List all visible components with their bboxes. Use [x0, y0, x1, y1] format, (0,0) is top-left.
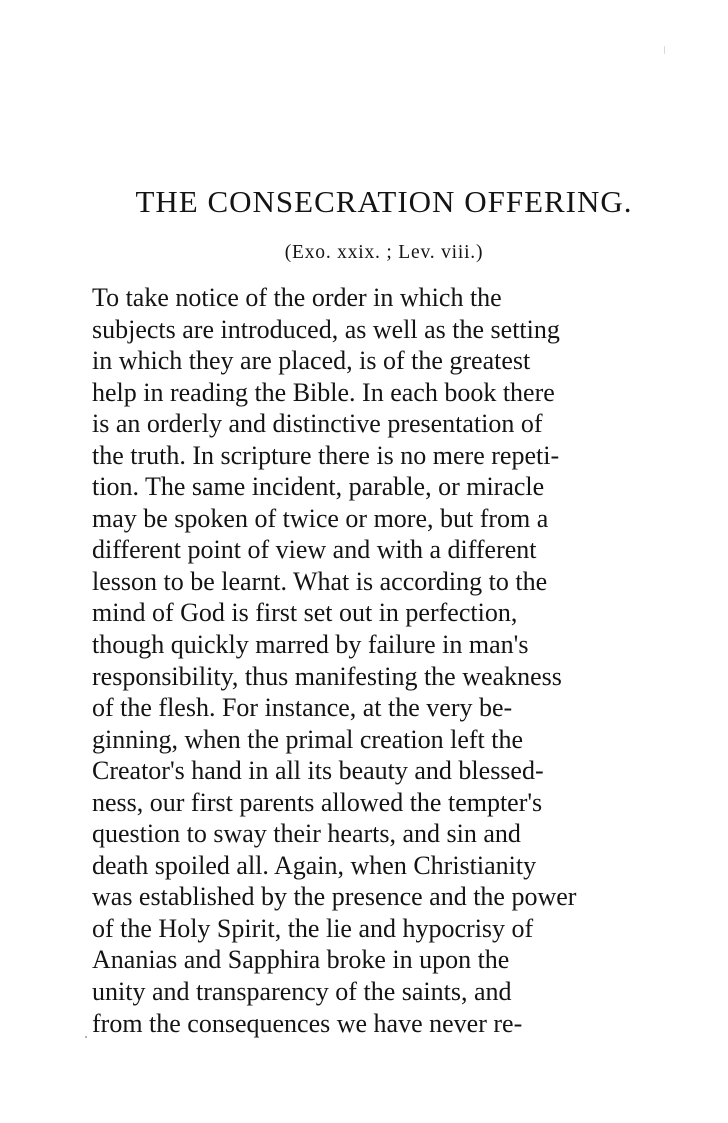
paper-speck	[664, 46, 665, 54]
text-line: was established by the presence and the power	[92, 882, 577, 912]
text-line: Ananias and Sapphira broke in upon the	[92, 945, 510, 975]
text-line: help in reading the Bible. In each book there	[92, 377, 555, 407]
text-line: different point of view and with a different	[92, 535, 537, 565]
text-line: though quickly marred by failure in man's	[92, 630, 529, 660]
text-line: mind of God is first set out in perfection,	[92, 598, 518, 628]
text-line: Creator's hand in all its beauty and blessed-	[92, 756, 544, 786]
text-line: in which they are placed, is of the greatest	[92, 346, 531, 376]
text-line: of the flesh. For instance, at the very be-	[92, 693, 513, 723]
text-line: tion. The same incident, parable, or miracle	[92, 472, 545, 502]
paper-speck	[85, 1036, 87, 1038]
text-line: subjects are introduced, as well as the setting	[92, 314, 560, 344]
text-line: of the Holy Spirit, the lie and hypocrisy of	[92, 913, 534, 943]
text-line: To take notice of the order in which the	[92, 283, 502, 312]
text-line: the truth. In scripture there is no mere repeti-	[92, 440, 560, 470]
text-line: ness, our first parents allowed the tempter's	[92, 787, 543, 817]
text-line: lesson to be learnt. What is according to the	[92, 566, 548, 596]
text-line: is an orderly and distinctive presentation of	[92, 409, 543, 439]
text-line: unity and transparency of the saints, and	[92, 977, 512, 1007]
text-line: ginning, when the primal creation left the	[92, 724, 524, 754]
chapter-title: THE CONSECRATION OFFERING.	[135, 184, 633, 219]
text-line: may be spoken of twice or more, but from a	[92, 503, 549, 533]
text-line: question to sway their hearts, and sin and	[92, 819, 521, 849]
body-paragraph	[92, 282, 676, 1039]
scripture-reference: (Exo. xxix. ; Lev. viii.)	[284, 242, 484, 263]
text-line: death spoiled all. Again, when Christianity	[92, 850, 537, 880]
text-line: from the consequences we have never re-	[92, 1008, 523, 1038]
text-line: responsibility, thus manifesting the weakness	[92, 661, 562, 691]
